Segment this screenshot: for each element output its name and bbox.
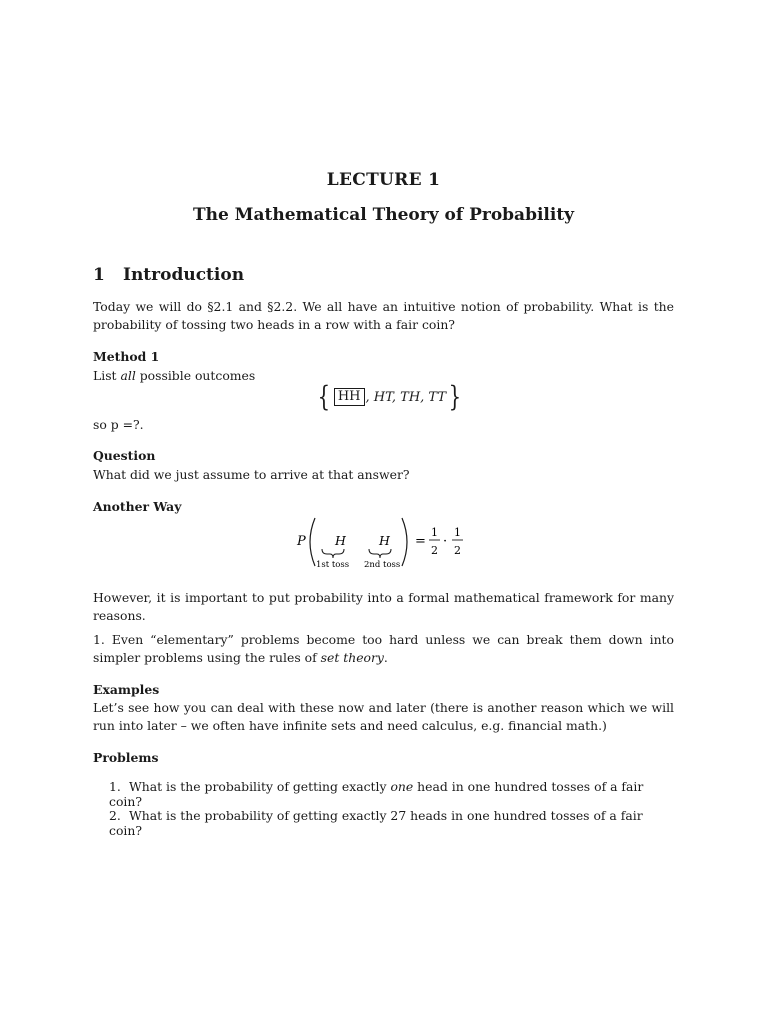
point1-prefix: 1. Even “elementary” problems become too hard unless we can break them down into simpler problems using the rules of <box>93 632 674 665</box>
list-item <box>109 779 674 809</box>
list-item <box>109 808 674 838</box>
underbrace-1 <box>322 549 344 558</box>
underbrace-2 <box>369 549 391 558</box>
point1-paragraph <box>93 631 674 667</box>
point1-suffix: . <box>383 650 388 665</box>
formula-h2: H <box>379 533 390 548</box>
formula-h1: H <box>335 533 346 548</box>
frac2-denominator: 2 <box>454 544 461 557</box>
frac2-numerator: 1 <box>454 526 461 539</box>
intro-paragraph: Today we will do §2.1 and §2.2. We all have an intuitive notion of probability. What is the probability of tossing two heads in a row with a fair coin? <box>93 299 674 332</box>
frac1-denominator: 2 <box>431 544 438 557</box>
method1-heading: Method 1 <box>93 349 160 364</box>
list-item-suffix: head in one hundred tosses of a fair coin? <box>109 779 644 809</box>
section-heading <box>93 265 244 285</box>
toss-label-2: 2nd toss <box>364 560 401 570</box>
formula-equals: = <box>415 534 426 549</box>
right-brace: } <box>448 380 462 413</box>
list-item-prefix: What is the probability of getting exactly <box>129 779 391 794</box>
problems-heading: Problems <box>93 750 159 765</box>
list-item-emph: one <box>390 779 414 794</box>
boxed-outcome: HH <box>334 388 365 406</box>
formula-dot: · <box>443 534 448 549</box>
point1-emph: set theory <box>320 650 384 665</box>
left-brace: { <box>317 380 331 413</box>
question-heading: Question <box>93 448 156 463</box>
lecture-title: The Mathematical Theory of Probability <box>192 205 575 225</box>
method1-text-prefix: List <box>93 368 121 383</box>
product-formula <box>293 512 473 572</box>
section-number: 1 <box>93 265 105 285</box>
list-item-number: 1. <box>109 779 121 794</box>
formula-p: P <box>297 534 306 549</box>
right-paren <box>402 518 407 566</box>
method1-text-suffix: possible outcomes <box>135 368 256 383</box>
however-paragraph: However, it is important to put probability into a formal mathematical framework for many reasons. <box>93 590 674 623</box>
examples-heading: Examples <box>93 682 160 697</box>
examples-text: Let’s see how you can deal with these now and later (there is another reason which we will run into later – we often have infinite sets and need calculus, e.g. financial math.) <box>93 700 674 733</box>
outcome-set <box>315 380 464 413</box>
other-outcomes: , HT, TH, TT <box>365 389 446 405</box>
so-text: so p =?. <box>93 417 144 432</box>
method1-text-emph: all <box>120 368 136 383</box>
another-way-heading: Another Way <box>93 499 182 514</box>
toss-label-1: 1st toss <box>316 560 350 570</box>
lecture-label: LECTURE 1 <box>326 170 441 190</box>
question-text: What did we just assume to arrive at that answer? <box>93 467 410 482</box>
list-item-number: 2. <box>109 808 121 823</box>
section-title: Introduction <box>123 265 245 285</box>
left-paren <box>310 518 315 566</box>
list-item-text: What is the probability of getting exactly 27 heads in one hundred tosses of a fair coin? <box>109 808 643 838</box>
frac1-numerator: 1 <box>431 526 438 539</box>
